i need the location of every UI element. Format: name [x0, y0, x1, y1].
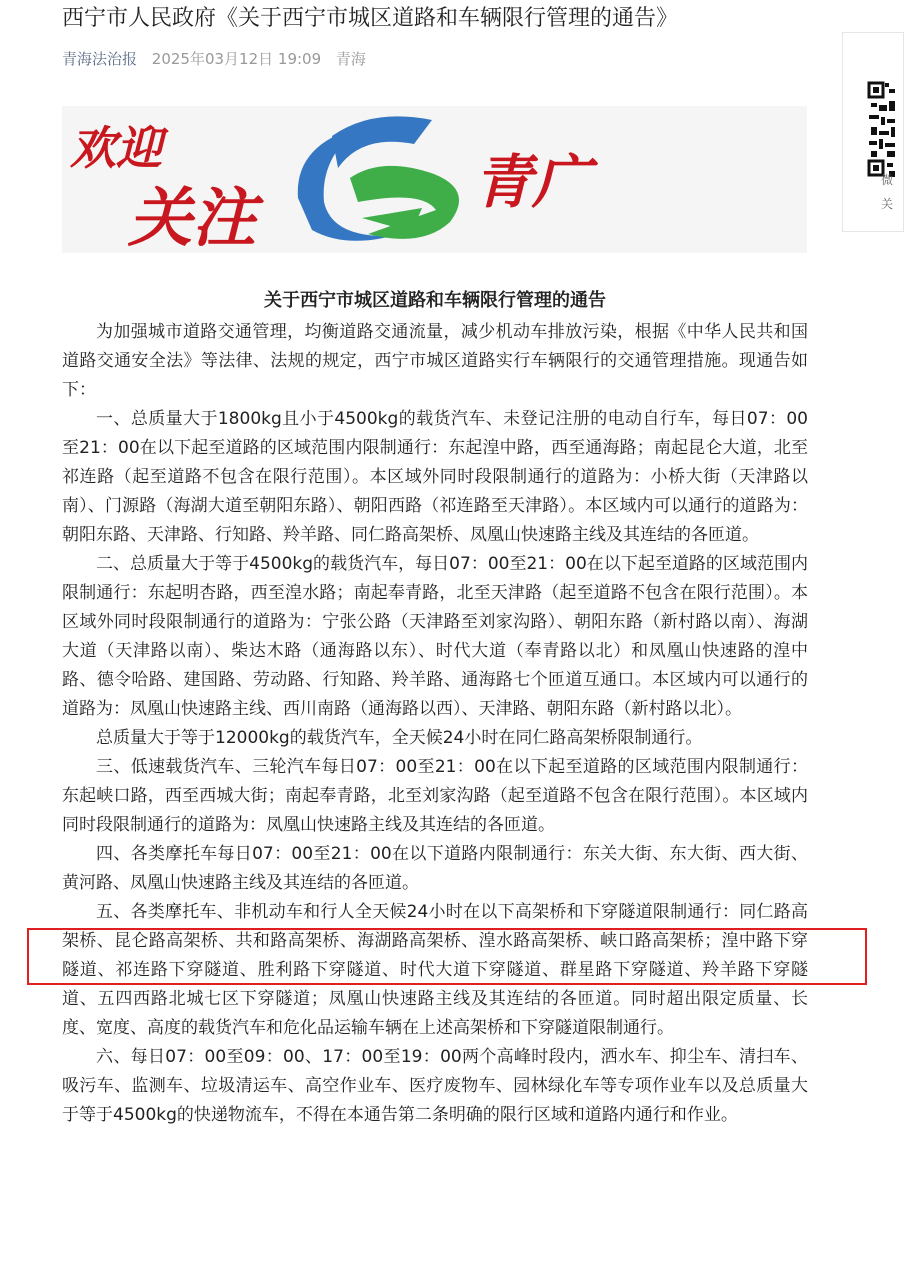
side-card-text-1: 微	[881, 173, 894, 187]
banner-welcome-text: 欢迎	[70, 121, 162, 175]
paragraph-item-2: 二、总质量大于等于4500kg的载货汽车，每日07：00至21：00在以下起至道路的区域范围内限制通行：东起明杏路，西至湟水路；南起奉青路，北至天津路（起至道路不包含在限行范围）。本区域外同时段限制通行的道路为：宁张公路（天津路至刘家沟路）、朝阳东路（新村路以南）、海湖大道（天津路以南）、柴达木路（通海路以东）、时代大道（奉青路以北）和凤凰山快速路的湟中路、德令哈路、建国路、劳动路、行知路、羚羊路、通海路七个匝道互通口。本区域内可以通行的道路为：凤凰山快速路主线、西川南路（通海路以西）、天津路、朝阳东路（新村路以北）。	[62, 554, 808, 719]
article-title: 西宁市人民政府《关于西宁市城区道路和车辆限行管理的通告》	[62, 6, 679, 31]
article-meta	[62, 48, 366, 70]
paragraph-item-5: 五、各类摩托车、非机动车和行人全天候24小时在以下高架桥和下穿隧道限制通行：同仁路高架桥、昆仑路高架桥、共和路高架桥、海湖路高架桥、湟水路高架桥、峡口路高架桥；湟中路下穿隧道、祁连路下穿隧道、胜利路下穿隧道、时代大道下穿隧道、群星路下穿隧道、羚羊路下穿隧道、五四西路北城七区下穿隧道；凤凰山快速路主线及其连结的各匝道。同时超出限定质量、长度、宽度、高度的载货汽车和危化品运输车辆在上述高架桥和下穿隧道限制通行。	[62, 902, 808, 1038]
paragraph-item-6: 六、每日07：00至09：00、17：00至19：00两个高峰时段内，洒水车、抑尘车、清扫车、吸污车、监测车、垃圾清运车、高空作业车、医疗废物车、园林绿化车等专项作业车以及总质量大于等于4500kg的快递物流车，不得在本通告第二条明确的限行区域和道路内通行和作业。	[62, 1047, 808, 1125]
publish-datetime: 2025年03月12日 19:09	[151, 50, 322, 68]
paragraph-item-4: 四、各类摩托车每日07：00至21：00在以下道路内限制通行：东关大街、东大街、西大街、黄河路、凤凰山快速路主线及其连结的各匝道。	[62, 844, 808, 893]
banner-logo-text: 青广	[474, 148, 591, 216]
paragraph-item-3: 三、低速载货汽车、三轮汽车每日07：00至21：00在以下起至道路的区域范围内限制通行：东起峡口路，西至西城大街；南起奉青路，北至刘家沟路（起至道路不包含在限行范围）。本区域内同时段限制通行的道路为：凤凰山快速路主线及其连结的各匝道。	[62, 757, 808, 835]
article-body	[62, 284, 808, 1130]
source-link[interactable]: 青海法治报	[62, 50, 138, 68]
qr-code-icon	[867, 57, 897, 187]
highlight-box	[27, 928, 867, 985]
paragraph-item-2-extra: 总质量大于等于12000kg的载货汽车，全天候24小时在同仁路高架桥限制通行。	[96, 728, 703, 748]
banner-follow-text: 关注	[128, 181, 256, 256]
banner-graphic	[62, 106, 807, 256]
side-card-text-2: 关	[881, 197, 894, 211]
welcome-banner	[62, 106, 807, 256]
notice-heading: 关于西宁市城区道路和车辆限行管理的通告	[264, 290, 606, 311]
paragraph-intro: 为加强城市道路交通管理，均衡道路交通流量，减少机动车排放污染，根据《中华人民共和国道路交通安全法》等法律、法规的规定，西宁市城区道路实行车辆限行的交通管理措施。现通告如下：	[62, 322, 808, 400]
logo-icon	[298, 116, 459, 240]
wechat-qr-card[interactable]	[842, 32, 904, 232]
publish-location: 青海	[335, 50, 366, 68]
paragraph-item-1: 一、总质量大于1800kg且小于4500kg的载货汽车、未登记注册的电动自行车，每日07：00至21：00在以下起至道路的区域范围内限制通行：东起湟中路，西至通海路；南起昆仑大道，北至祁连路（起至道路不包含在限行范围）。本区域外同时段限制通行的道路为：小桥大街（天津路以南）、门源路（海湖大道至朝阳东路）、朝阳西路（祁连路至天津路）。本区域内可以通行的道路为：朝阳东路、天津路、行知路、羚羊路、同仁路高架桥、凤凰山快速路主线及其连结的各匝道。	[62, 409, 808, 545]
